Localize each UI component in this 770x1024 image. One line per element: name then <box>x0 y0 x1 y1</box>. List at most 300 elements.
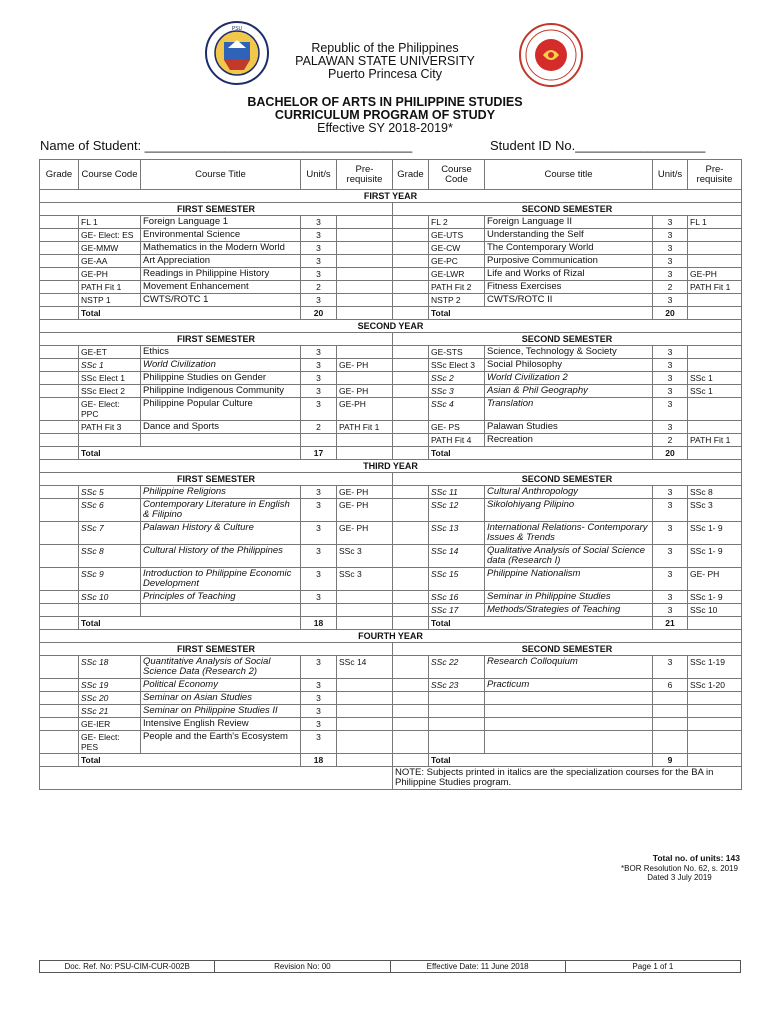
course-row <box>40 398 742 421</box>
prereq-1 <box>337 604 393 617</box>
course-row <box>40 372 742 385</box>
prereq-2: SSc 1-19 <box>688 656 742 679</box>
course-title-1: Principles of Teaching <box>141 591 301 604</box>
units-2: 3 <box>653 372 688 385</box>
units-2: 2 <box>653 434 688 447</box>
course-title-1: Philippine Studies on Gender <box>141 372 301 385</box>
prereq-1: GE- PH <box>337 522 393 545</box>
header-city: Puerto Princesa City <box>328 67 442 81</box>
course-title-1: Ethics <box>141 346 301 359</box>
course-title-2: Cultural Anthropology <box>485 486 653 499</box>
course-code-2: GE-UTS <box>429 229 485 242</box>
grade-cell-1[interactable] <box>40 398 79 421</box>
grade-cell-1[interactable] <box>40 385 79 398</box>
course-code-2: SSc 17 <box>429 604 485 617</box>
grade-cell-1[interactable] <box>40 216 79 229</box>
units-1: 3 <box>301 591 337 604</box>
units-1: 3 <box>301 522 337 545</box>
course-title-1: Movement Enhancement <box>141 281 301 294</box>
grade-cell-2[interactable] <box>393 281 429 294</box>
course-row <box>40 679 742 692</box>
grade-cell-2[interactable] <box>393 545 429 568</box>
course-title-2: Palawan Studies <box>485 421 653 434</box>
prereq-1 <box>337 346 393 359</box>
units-1: 3 <box>301 398 337 421</box>
course-code-1: SSc 21 <box>79 705 141 718</box>
year-label: SECOND YEAR <box>40 320 742 333</box>
grade-cell-2[interactable] <box>393 255 429 268</box>
grade-cell-2[interactable] <box>393 568 429 591</box>
grade-cell-2[interactable] <box>393 718 429 731</box>
page-number: Page 1 of 1 <box>565 961 740 973</box>
grade-cell-1[interactable] <box>40 268 79 281</box>
grade-cell-1[interactable] <box>40 499 79 522</box>
units-2: 3 <box>653 398 688 421</box>
course-row <box>40 421 742 434</box>
course-title-2 <box>485 705 653 718</box>
grade-cell-2[interactable] <box>393 499 429 522</box>
units-2: 3 <box>653 242 688 255</box>
course-code-2: FL 2 <box>429 216 485 229</box>
grade-cell-2[interactable] <box>393 604 429 617</box>
curriculum-body <box>40 190 742 790</box>
note-spacer <box>40 767 393 790</box>
prereq-2 <box>688 731 742 754</box>
course-title-2: Recreation <box>485 434 653 447</box>
course-code-1: SSc 8 <box>79 545 141 568</box>
grade-cell-2[interactable] <box>393 486 429 499</box>
units-2: 3 <box>653 499 688 522</box>
prereq-2 <box>688 359 742 372</box>
units-1: 3 <box>301 718 337 731</box>
course-code-1 <box>79 434 141 447</box>
units-2: 3 <box>653 346 688 359</box>
first-semester-label: FIRST SEMESTER <box>40 643 393 656</box>
units-2: 3 <box>653 268 688 281</box>
units-1: 3 <box>301 385 337 398</box>
course-code-1: SSc Elect 1 <box>79 372 141 385</box>
units-2: 3 <box>653 568 688 591</box>
col-grade-2: Grade <box>393 160 429 190</box>
doc-ref: Doc. Ref. No: PSU-CIM-CUR-002B <box>40 961 215 973</box>
total-row <box>40 754 742 767</box>
course-title-1 <box>141 434 301 447</box>
prereq-1: GE- PH <box>337 385 393 398</box>
units-2: 3 <box>653 545 688 568</box>
course-row <box>40 545 742 568</box>
semester-header-row <box>40 333 742 346</box>
total-grade-1 <box>40 447 79 460</box>
course-title-1: Palawan History & Culture <box>141 522 301 545</box>
col-course-code-2: Course Code <box>429 160 485 190</box>
grade-cell-2[interactable] <box>393 242 429 255</box>
grade-cell-1[interactable] <box>40 255 79 268</box>
grade-cell-1[interactable] <box>40 568 79 591</box>
grade-cell-1[interactable] <box>40 229 79 242</box>
prereq-2: GE-PH <box>688 268 742 281</box>
prereq-1: SSc 3 <box>337 545 393 568</box>
units-1: 3 <box>301 268 337 281</box>
course-code-2: PATH Fit 4 <box>429 434 485 447</box>
course-code-1: SSc 9 <box>79 568 141 591</box>
course-row <box>40 242 742 255</box>
prereq-1 <box>337 229 393 242</box>
second-semester-label: SECOND SEMESTER <box>393 203 742 216</box>
grade-cell-2[interactable] <box>393 656 429 679</box>
grade-cell-2[interactable] <box>393 591 429 604</box>
total-grade-1 <box>40 307 79 320</box>
course-code-2: SSc 13 <box>429 522 485 545</box>
course-row <box>40 568 742 591</box>
course-code-2: NSTP 2 <box>429 294 485 307</box>
units-1: 3 <box>301 294 337 307</box>
units-2: 3 <box>653 255 688 268</box>
prereq-2: GE- PH <box>688 568 742 591</box>
course-title-2: Sikolohiyang Pilipino <box>485 499 653 522</box>
total-prereq-1 <box>337 617 393 630</box>
total-units-2: 9 <box>653 754 688 767</box>
grade-cell-2[interactable] <box>393 216 429 229</box>
curriculum-title: CURRICULUM PROGRAM OF STUDY <box>274 108 496 122</box>
course-title-2: Philippine Nationalism <box>485 568 653 591</box>
grade-cell-1[interactable] <box>40 434 79 447</box>
grade-cell-2[interactable] <box>393 268 429 281</box>
year-label: FOURTH YEAR <box>40 630 742 643</box>
course-row <box>40 499 742 522</box>
prereq-2 <box>688 294 742 307</box>
units-1: 3 <box>301 216 337 229</box>
student-id-field[interactable]: Student ID No.__________________ <box>490 138 706 153</box>
course-title-2: Translation <box>485 398 653 421</box>
grade-cell-1[interactable] <box>40 656 79 679</box>
units-1: 3 <box>301 255 337 268</box>
prereq-1: GE- PH <box>337 499 393 522</box>
col-prereq-2: Pre-requisite <box>688 160 742 190</box>
units-2: 3 <box>653 216 688 229</box>
grade-cell-2[interactable] <box>393 398 429 421</box>
course-code-2 <box>429 731 485 754</box>
course-title-2: Methods/Strategies of Teaching <box>485 604 653 617</box>
course-title-1: Mathematics in the Modern World <box>141 242 301 255</box>
year-header-row <box>40 630 742 643</box>
bor-line-2: Dated 3 July 2019 <box>647 873 712 882</box>
course-title-2: CWTS/ROTC II <box>485 294 653 307</box>
course-code-2 <box>429 718 485 731</box>
student-name-field[interactable]: Name of Student: _____________________________________ <box>40 138 413 153</box>
second-semester-label: SECOND SEMESTER <box>393 333 742 346</box>
column-header-row <box>40 160 742 190</box>
revision-no: Revision No: 00 <box>215 961 390 973</box>
specialization-note: NOTE: Subjects printed in italics are the specialization courses for the BA in Philippine Studies program. <box>393 767 742 790</box>
course-code-1: NSTP 1 <box>79 294 141 307</box>
units-1: 3 <box>301 545 337 568</box>
course-row <box>40 216 742 229</box>
course-title-1: Dance and Sports <box>141 421 301 434</box>
prereq-1 <box>337 255 393 268</box>
course-title-1: Introduction to Philippine Economic Development <box>141 568 301 591</box>
course-title-1: Readings in Philippine History <box>141 268 301 281</box>
total-units-2: 20 <box>653 447 688 460</box>
grade-cell-2[interactable] <box>393 421 429 434</box>
col-prereq: Pre-requisite <box>337 160 393 190</box>
total-label-1: Total <box>79 307 301 320</box>
second-semester-label: SECOND SEMESTER <box>393 473 742 486</box>
course-row <box>40 346 742 359</box>
course-title-2: Practicum <box>485 679 653 692</box>
course-code-2: SSc 4 <box>429 398 485 421</box>
grade-cell-2[interactable] <box>393 522 429 545</box>
course-code-2: SSc 22 <box>429 656 485 679</box>
total-grade-1 <box>40 754 79 767</box>
course-code-1 <box>79 604 141 617</box>
total-prereq-1 <box>337 447 393 460</box>
course-code-1: SSc 1 <box>79 359 141 372</box>
course-row <box>40 522 742 545</box>
units-2 <box>653 692 688 705</box>
course-row <box>40 229 742 242</box>
year-header-row <box>40 320 742 333</box>
course-code-2: GE-STS <box>429 346 485 359</box>
bor-line-1: *BOR Resolution No. 62, s. 2019 <box>621 864 738 873</box>
course-code-2: SSc 15 <box>429 568 485 591</box>
grade-cell-1[interactable] <box>40 718 79 731</box>
course-code-2: SSc Elect 3 <box>429 359 485 372</box>
course-row <box>40 281 742 294</box>
grade-cell-1[interactable] <box>40 346 79 359</box>
prereq-2: SSc 1- 9 <box>688 545 742 568</box>
units-2: 2 <box>653 281 688 294</box>
units-1: 3 <box>301 486 337 499</box>
col-units: Unit/s <box>301 160 337 190</box>
units-2: 3 <box>653 486 688 499</box>
course-title-1: World Civilization <box>141 359 301 372</box>
units-1: 3 <box>301 656 337 679</box>
prereq-1 <box>337 294 393 307</box>
course-title-1: Contemporary Literature in English & Filipino <box>141 499 301 522</box>
course-title-2: Life and Works of Rizal <box>485 268 653 281</box>
grade-cell-2[interactable] <box>393 359 429 372</box>
grade-cell-1[interactable] <box>40 705 79 718</box>
course-title-2 <box>485 731 653 754</box>
prereq-1 <box>337 372 393 385</box>
course-title-2: International Relations- Contemporary Issues & Trends <box>485 522 653 545</box>
total-units-1: 18 <box>301 754 337 767</box>
units-2: 6 <box>653 679 688 692</box>
course-title-2: Social Philosophy <box>485 359 653 372</box>
total-label-1: Total <box>79 447 301 460</box>
course-title-1: Quantitative Analysis of Social Science Data (Research 2) <box>141 656 301 679</box>
course-code-1: SSc 19 <box>79 679 141 692</box>
grade-cell-1[interactable] <box>40 692 79 705</box>
total-prereq-2 <box>688 447 742 460</box>
units-2: 3 <box>653 359 688 372</box>
grade-cell-1[interactable] <box>40 281 79 294</box>
prereq-2: SSc 1-20 <box>688 679 742 692</box>
grade-cell-2[interactable] <box>393 705 429 718</box>
course-title-2 <box>485 718 653 731</box>
grade-cell-1[interactable] <box>40 591 79 604</box>
header-republic: Republic of the Philippines <box>311 41 459 55</box>
course-code-1: GE- Elect: ES <box>79 229 141 242</box>
course-title-2 <box>485 692 653 705</box>
course-code-1: PATH Fit 3 <box>79 421 141 434</box>
curriculum-table <box>39 159 742 790</box>
units-1: 3 <box>301 499 337 522</box>
units-1: 2 <box>301 281 337 294</box>
course-row <box>40 604 742 617</box>
units-1: 3 <box>301 229 337 242</box>
units-1 <box>301 434 337 447</box>
grade-cell-1[interactable] <box>40 522 79 545</box>
course-code-2: GE-LWR <box>429 268 485 281</box>
course-title-1: Art Appreciation <box>141 255 301 268</box>
total-units-2: 20 <box>653 307 688 320</box>
col-units-2: Unit/s <box>653 160 688 190</box>
course-title-1: CWTS/ROTC 1 <box>141 294 301 307</box>
grade-cell-1[interactable] <box>40 731 79 754</box>
course-title-1: Philippine Popular Culture <box>141 398 301 421</box>
course-row <box>40 692 742 705</box>
course-title-1: Philippine Indigenous Community <box>141 385 301 398</box>
course-title-2: Fitness Exercises <box>485 281 653 294</box>
units-1: 3 <box>301 346 337 359</box>
first-semester-label: FIRST SEMESTER <box>40 333 393 346</box>
course-title-1: Philippine Religions <box>141 486 301 499</box>
course-code-2: SSc 12 <box>429 499 485 522</box>
course-row <box>40 359 742 372</box>
grade-cell-2[interactable] <box>393 385 429 398</box>
prereq-1: PATH Fit 1 <box>337 421 393 434</box>
grade-cell-1[interactable] <box>40 486 79 499</box>
units-2: 3 <box>653 604 688 617</box>
course-row <box>40 385 742 398</box>
total-prereq-2 <box>688 754 742 767</box>
units-2 <box>653 731 688 754</box>
total-label-2: Total <box>429 307 653 320</box>
grade-cell-2[interactable] <box>393 346 429 359</box>
grade-cell-1[interactable] <box>40 604 79 617</box>
year-header-row <box>40 460 742 473</box>
first-semester-label: FIRST SEMESTER <box>40 473 393 486</box>
total-grade-2 <box>393 754 429 767</box>
total-prereq-2 <box>688 617 742 630</box>
course-title-1: People and the Earth's Ecosystem <box>141 731 301 754</box>
course-row <box>40 705 742 718</box>
effective-date: Effective Date: 11 June 2018 <box>390 961 565 973</box>
total-units-2: 21 <box>653 617 688 630</box>
course-code-2: SSc 23 <box>429 679 485 692</box>
course-code-2: PATH Fit 2 <box>429 281 485 294</box>
course-title-2: Foreign Language II <box>485 216 653 229</box>
prereq-2 <box>688 229 742 242</box>
course-code-2: GE-PC <box>429 255 485 268</box>
col-course-title: Course Title <box>141 160 301 190</box>
course-title-1: Foreign Language 1 <box>141 216 301 229</box>
course-code-2: GE- PS <box>429 421 485 434</box>
units-2 <box>653 718 688 731</box>
total-label-2: Total <box>429 754 653 767</box>
prereq-1 <box>337 434 393 447</box>
prereq-2: SSc 10 <box>688 604 742 617</box>
prereq-1 <box>337 591 393 604</box>
prereq-1 <box>337 731 393 754</box>
course-title-1: Environmental Science <box>141 229 301 242</box>
grade-cell-2[interactable] <box>393 679 429 692</box>
units-1: 2 <box>301 421 337 434</box>
semester-header-row <box>40 473 742 486</box>
grade-cell-1[interactable] <box>40 545 79 568</box>
bor-resolution <box>621 864 738 882</box>
grade-cell-2[interactable] <box>393 294 429 307</box>
prereq-1: SSc 14 <box>337 656 393 679</box>
total-units: Total no. of units: 143 <box>652 853 740 863</box>
course-code-1: GE- Elect: PPC <box>79 398 141 421</box>
course-row <box>40 434 742 447</box>
units-1: 3 <box>301 731 337 754</box>
course-row <box>40 591 742 604</box>
prereq-1 <box>337 679 393 692</box>
units-1: 3 <box>301 242 337 255</box>
prereq-1 <box>337 692 393 705</box>
prereq-2 <box>688 705 742 718</box>
total-prereq-1 <box>337 754 393 767</box>
course-title-2: The Contemporary World <box>485 242 653 255</box>
grade-cell-1[interactable] <box>40 242 79 255</box>
course-code-1: GE-ET <box>79 346 141 359</box>
grade-cell-1[interactable] <box>40 294 79 307</box>
course-row <box>40 731 742 754</box>
units-2: 3 <box>653 385 688 398</box>
course-title-1: Seminar on Asian Studies <box>141 692 301 705</box>
prereq-2: PATH Fit 1 <box>688 434 742 447</box>
course-code-1: SSc 10 <box>79 591 141 604</box>
grade-cell-1[interactable] <box>40 372 79 385</box>
grade-cell-2[interactable] <box>393 229 429 242</box>
svg-text:PSU: PSU <box>231 26 243 32</box>
total-grade-2 <box>393 617 429 630</box>
course-code-1: FL 1 <box>79 216 141 229</box>
course-code-1: SSc 5 <box>79 486 141 499</box>
grade-cell-2[interactable] <box>393 434 429 447</box>
grade-cell-1[interactable] <box>40 421 79 434</box>
prereq-2 <box>688 255 742 268</box>
grade-cell-2[interactable] <box>393 731 429 754</box>
units-2: 3 <box>653 656 688 679</box>
total-units-1: 17 <box>301 447 337 460</box>
grade-cell-2[interactable] <box>393 372 429 385</box>
course-title-1: Cultural History of the Philippines <box>141 545 301 568</box>
prereq-2 <box>688 398 742 421</box>
total-grade-2 <box>393 447 429 460</box>
grade-cell-1[interactable] <box>40 679 79 692</box>
course-title-2: Seminar in Philippine Studies <box>485 591 653 604</box>
grade-cell-2[interactable] <box>393 692 429 705</box>
course-row <box>40 268 742 281</box>
total-prereq-2 <box>688 307 742 320</box>
course-title-2: Asian & Phil Geography <box>485 385 653 398</box>
prereq-2: SSc 1- 9 <box>688 591 742 604</box>
course-code-1: SSc 6 <box>79 499 141 522</box>
grade-cell-1[interactable] <box>40 359 79 372</box>
note-row <box>40 767 742 790</box>
header-university: PALAWAN STATE UNIVERSITY <box>295 54 475 68</box>
units-2 <box>653 705 688 718</box>
prereq-1: GE-PH <box>337 398 393 421</box>
units-1: 3 <box>301 692 337 705</box>
total-label-1: Total <box>79 617 301 630</box>
course-title-2: Qualitative Analysis of Social Science data (Research I) <box>485 545 653 568</box>
course-code-1: GE-PH <box>79 268 141 281</box>
